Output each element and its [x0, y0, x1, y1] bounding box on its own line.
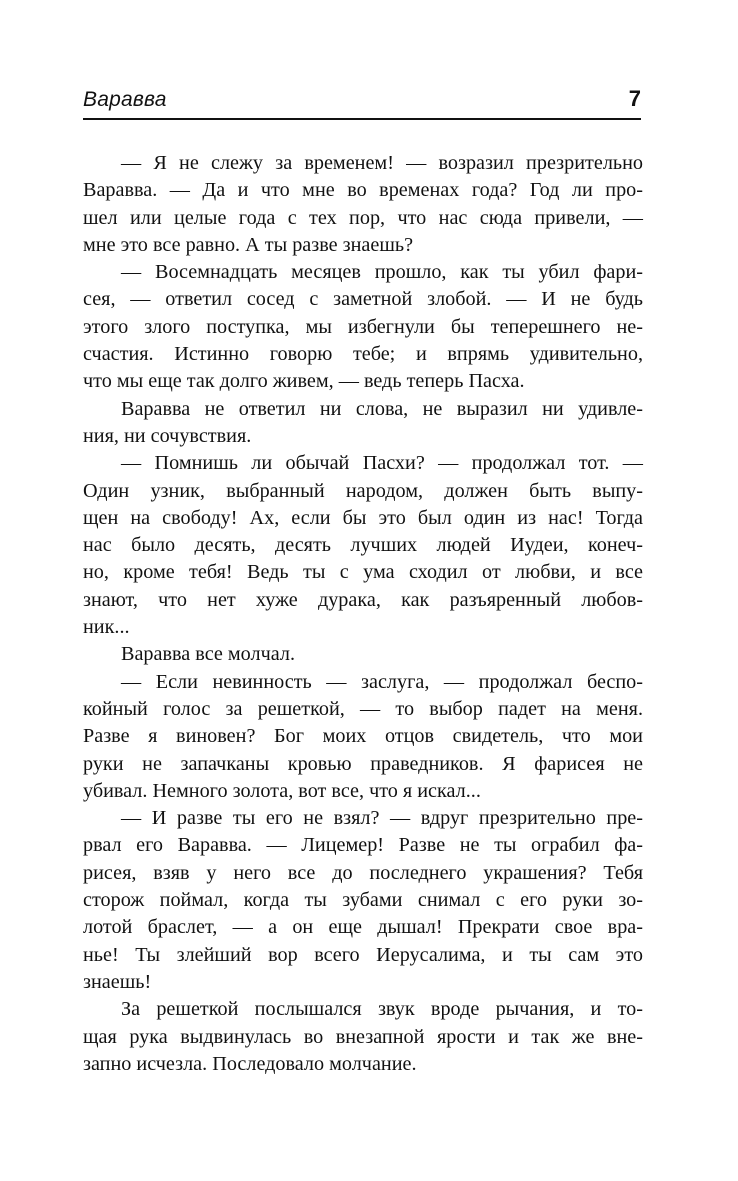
running-title: Варавва — [83, 88, 167, 111]
text-line: Варавва. — Да и что мне во временах года? Год ли про- — [83, 179, 643, 202]
text-line: ния, ни сочувствия. — [83, 424, 252, 447]
text-line: Варавва все молчал. — [121, 643, 295, 666]
text-line: что мы еще так долго живем, — ведь теперь Пасха. — [83, 370, 525, 393]
text-line: рисея, взяв у него все до последнего украшения? Тебя — [83, 861, 643, 884]
text-line: За решеткой послышался звук вроде рычания, и то- — [121, 998, 643, 1021]
body-text — [83, 150, 643, 1078]
text-line: шел или целые года с тех пор, что нас сюда привели, — — [83, 206, 643, 229]
paragraph — [83, 805, 643, 996]
paragraph — [83, 669, 643, 805]
text-line: щен на свободу! Ах, если бы это был один из нас! Тогда — [83, 506, 643, 529]
paragraph — [83, 259, 643, 395]
text-line: Варавва не ответил ни слова, не выразил ни удивле- — [121, 397, 643, 420]
running-header — [83, 86, 641, 120]
text-line: сея, — ответил сосед с заметной злобой. — И не будь — [83, 288, 643, 311]
text-line: Разве я виновен? Бог моих отцов свидетель, что мои — [83, 725, 643, 748]
text-line: этого злого поступка, мы избегнули бы теперешнего не- — [83, 315, 643, 338]
text-line: нье! Ты злейший вор всего Иерусалима, и ты сам это — [83, 943, 643, 966]
text-line: лотой браслет, — а он еще дышал! Прекрати свое вра- — [83, 916, 643, 939]
text-line: мне это все равно. А ты разве знаешь? — [83, 233, 414, 256]
text-line: знаешь! — [83, 970, 152, 993]
text-line: — Если невинность — заслуга, — продолжал беспо- — [121, 670, 643, 693]
text-line: щая рука выдвинулась во внезапной ярости и так же вне- — [83, 1025, 643, 1048]
text-line: руки не запачканы кровью праведников. Я фарисея не — [83, 752, 643, 775]
text-line: рвал его Варавва. — Лицемер! Разве не ты ограбил фа- — [83, 834, 643, 857]
paragraph — [83, 641, 643, 668]
text-line: знают, что нет хуже дурака, как разъяренный любов- — [83, 588, 643, 611]
text-line: — Я не слежу за временем! — возразил презрительно — [121, 152, 643, 174]
text-line: запно исчезла. Последовало молчание. — [83, 1052, 417, 1075]
page-number: 7 — [628, 86, 641, 111]
text-line: сторож поймал, когда ты зубами снимал с его руки зо- — [83, 889, 643, 912]
text-line: счастия. Истинно говорю тебе; и впрямь удивительно, — [83, 343, 643, 366]
text-line: ник... — [83, 616, 130, 639]
paragraph — [83, 450, 643, 641]
text-line: Один узник, выбранный народом, должен быть выпу- — [83, 479, 643, 502]
text-line: убивал. Немного золота, вот все, что я искал... — [83, 779, 481, 802]
text-line: койный голос за решеткой, — то выбор падет на меня. — [83, 697, 643, 720]
text-line: нас было десять, десять лучших людей Иудеи, конеч- — [83, 534, 643, 557]
paragraph — [83, 996, 643, 1078]
text-line: — И разве ты его не взял? — вдруг презрительно пре- — [121, 807, 643, 830]
text-line: но, кроме тебя! Ведь ты с ума сходил от любви, и все — [83, 561, 643, 584]
paragraph — [83, 396, 643, 451]
paragraph — [83, 150, 643, 259]
text-line: — Помнишь ли обычай Пасхи? — продолжал тот. — — [121, 452, 643, 475]
text-line: — Восемнадцать месяцев прошло, как ты убил фари- — [121, 261, 643, 284]
